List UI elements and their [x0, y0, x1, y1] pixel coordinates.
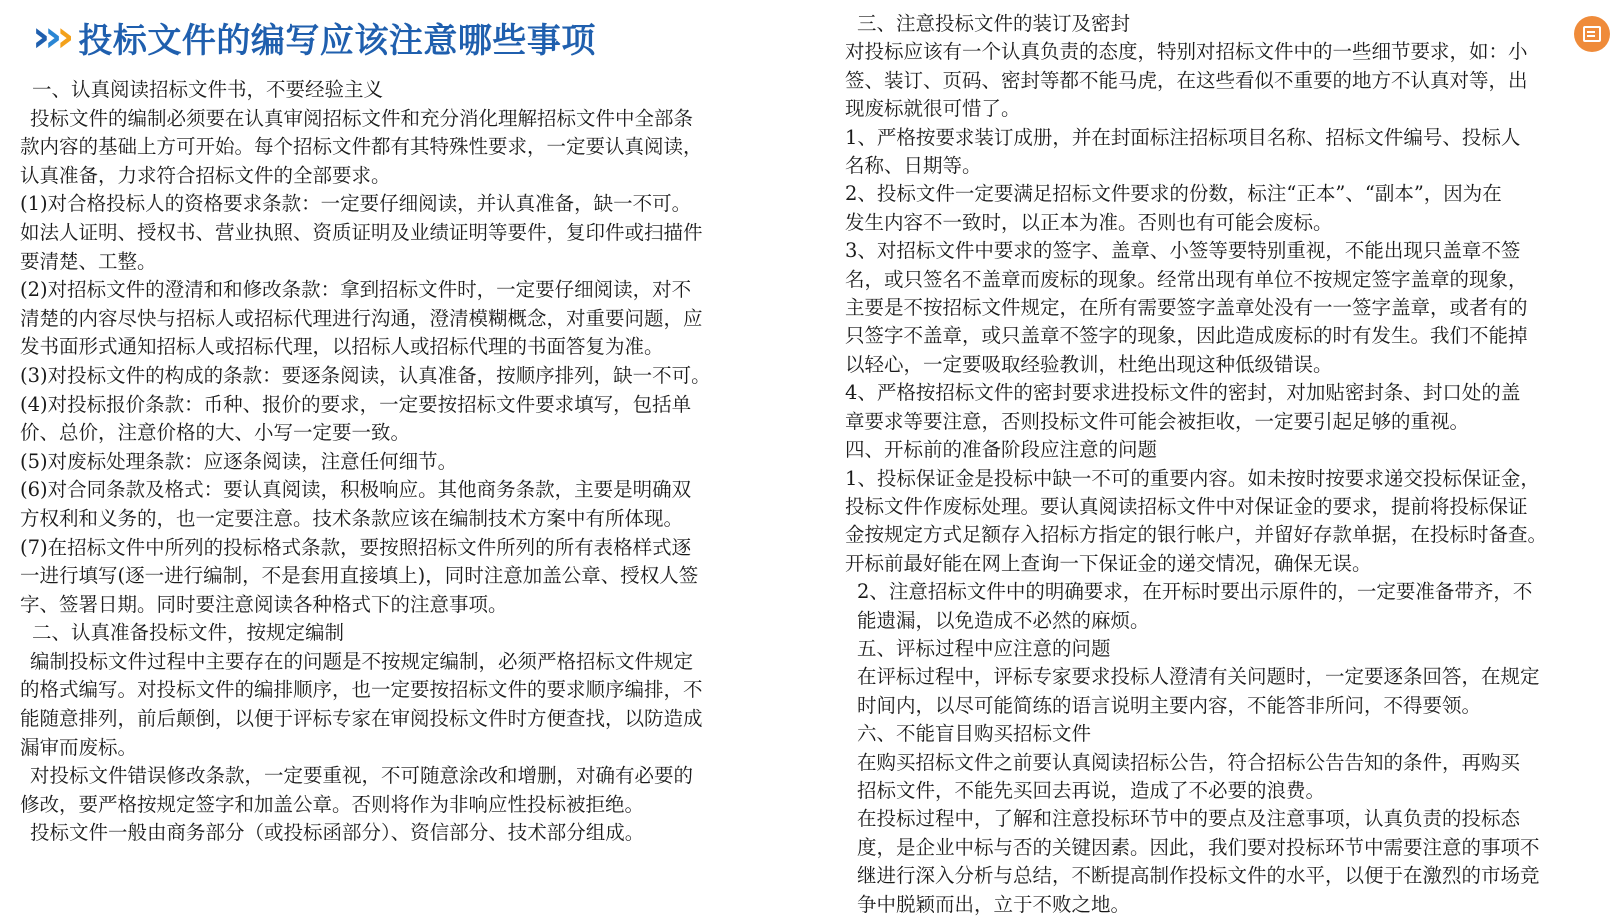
text-line: 的格式编写。对投标文件的编排顺序，也一定要按招标文件的要求顺序编排，不 [20, 678, 703, 702]
text-line: (2)对招标文件的澄清和和修改条款：拿到招标文件时，一定要仔细阅读，对不 [20, 278, 692, 302]
text-line: (3)对投标文件的构成的条款：要逐条阅读，认真准备，按顺序排列，缺一不可。 [20, 363, 711, 387]
text-line: 金按规定方式足额存入招标方指定的银行帐户，并留好存款单据，在投标时备查。 [845, 523, 1548, 547]
text-line: 对投标应该有一个认真负责的态度，特别对招标文件中的一些细节要求，如：小 [845, 40, 1528, 64]
page-title: 投标文件的编写应该注意哪些事项 [78, 20, 596, 61]
text-line: 招标文件，不能先买回去再说，造成了不必要的浪费。 [857, 778, 1326, 802]
text-line: 1、严格按要求装订成册，并在封面标注招标项目名称、招标文件编号、投标人 [845, 125, 1521, 149]
text-line: 六、不能盲目购买招标文件 [857, 722, 1092, 746]
text-line: 3、对招标文件中要求的签字、盖章、小签等要特别重视，不能出现只盖章不签 [845, 239, 1521, 263]
text-line: 款内容的基础上方可开始。每个招标文件都有其特殊性要求，一定要认真阅读， [20, 135, 703, 159]
text-line: 主要是不按招标文件规定，在所有需要签字盖章处没有一一签字盖章，或者有的 [845, 296, 1528, 320]
text-line: 在购买招标文件之前要认真阅读招标公告，符合招标公告告知的条件，再购买 [857, 750, 1521, 774]
right-column [845, 10, 1603, 919]
text-line: 投标文件的编制必须要在认真审阅招标文件和充分消化理解招标文件中全部条 [30, 106, 694, 130]
text-line: (1)对合格投标人的资格要求条款：一定要仔细阅读，并认真准备，缺一不可。 [20, 192, 692, 216]
text-line: 能随意排列，前后颠倒，以便于评标专家在审阅投标文件时方便查找，以防造成 [20, 707, 703, 731]
text-line: 4、严格按招标文件的密封要求进投标文件的密封，对加贴密封条、封口处的盖 [845, 381, 1521, 405]
text-line: 四、开标前的准备阶段应注意的问题 [845, 438, 1158, 462]
text-line: 一、认真阅读招标文件书，不要经验主义 [32, 78, 384, 101]
text-line: (5)对废标处理条款：应逐条阅读，注意任何细节。 [20, 449, 458, 473]
text-line: 五、评标过程中应注意的问题 [857, 636, 1111, 660]
text-line: 在投标过程中，了解和注意投标环节中的要点及注意事项，认真负责的投标态 [857, 807, 1521, 831]
text-line: 名，或只签名不盖章而废标的现象。经常出现有单位不按规定签字盖章的现象， [845, 267, 1528, 291]
text-line: 2、投标文件一定要满足招标文件要求的份数，标注“正本”、“副本”，因为在 [845, 182, 1502, 206]
text-line: 修改，要严格按规定签字和加盖公章。否则将作为非响应性投标被拒绝。 [20, 792, 645, 816]
text-line: 对投标文件错误修改条款，一定要重视，不可随意涂改和增删，对确有必要的 [30, 764, 694, 788]
text-line: 继进行深入分析与总结，不断提高制作投标文件的水平，以便于在激烈的市场竞 [857, 864, 1540, 888]
text-line: 时间内，以尽可能简练的语言说明主要内容，不能答非所问，不得要领。 [857, 693, 1482, 717]
text-line: 投标文件作废标处理。要认真阅读招标文件中对保证金的要求，提前将投标保证 [845, 494, 1528, 518]
text-line: 方权利和义务的，也一定要注意。技术条款应该在编制技术方案中有所体现。 [20, 506, 684, 530]
text-line: 发书面形式通知招标人或招标代理，以招标人或招标代理的书面答复为准。 [20, 335, 664, 359]
left-column [20, 6, 790, 848]
text-line: (4)对投标报价条款：币种、报价的要求，一定要按招标文件要求填写，包括单 [20, 392, 692, 416]
triple-chevron-icon: › › › [32, 11, 61, 62]
text-line: 如法人证明、授权书、营业执照、资质证明及业绩证明等要件，复印件或扫描件 [20, 220, 703, 244]
text-line: 以轻心，一定要吸取经验教训，杜绝出现这种低级错误。 [845, 352, 1333, 376]
right-body [845, 10, 1603, 919]
text-line: 章要求等要注意，否则投标文件可能会被拒收，一定要引起足够的重视。 [845, 409, 1470, 433]
comment-icon[interactable] [1574, 16, 1610, 52]
text-line: 1、投标保证金是投标中缺一不可的重要内容。如未按时按要求递交投标保证金， [845, 466, 1540, 490]
text-line: 度，是企业中标与否的关键因素。因此，我们要对投标环节中需要注意的事项不 [857, 835, 1540, 859]
text-line: 在评标过程中，评标专家要求投标人澄清有关问题时，一定要逐条回答，在规定 [857, 665, 1540, 689]
text-line: 发生内容不一致时，以正本为准。否则也有可能会废标。 [845, 210, 1333, 234]
text-line: 2、注意招标文件中的明确要求，在开标时要出示原件的，一定要准备带齐，不 [857, 580, 1533, 604]
title-row [32, 6, 790, 68]
text-line: 名称、日期等。 [845, 154, 982, 178]
text-line: 清楚的内容尽快与招标人或招标代理进行沟通，澄清模糊概念，对重要问题，应 [20, 306, 703, 330]
left-body [20, 76, 790, 848]
text-line: 开标前最好能在网上查询一下保证金的递交情况，确保无误。 [845, 551, 1372, 575]
text-line: 认真准备，力求符合招标文件的全部要求。 [20, 163, 391, 187]
text-line: 编制投标文件过程中主要存在的问题是不按规定编制，必须严格招标文件规定 [30, 649, 694, 673]
text-line: 能遗漏，以免造成不必然的麻烦。 [857, 608, 1150, 632]
text-line: 争中脱颖而出，立于不败之地。 [857, 892, 1131, 916]
text-line: 漏审而废标。 [20, 735, 138, 759]
text-line: 要清楚、工整。 [20, 249, 157, 273]
text-line: 三、注意投标文件的装订及密封 [857, 12, 1131, 35]
text-line: 价、总价，注意价格的大、小写一定要一致。 [20, 421, 411, 445]
text-line: 字、签署日期。同时要注意阅读各种格式下的注意事项。 [20, 592, 508, 616]
text-line: 签、装订、页码、密封等都不能马虎，在这些看似不重要的地方不认真对等，出 [845, 68, 1528, 92]
text-line: 现废标就很可惜了。 [845, 97, 1021, 121]
text-line: (7)在招标文件中所列的投标格式条款，要按照招标文件所列的所有表格样式逐 [20, 535, 692, 559]
text-line: 二、认真准备投标文件，按规定编制 [32, 621, 345, 645]
text-line: 投标文件一般由商务部分（或投标函部分）、资信部分、技术部分组成。 [30, 821, 645, 845]
text-line: 只签字不盖章，或只盖章不签字的现象，因此造成废标的时有发生。我们不能掉 [845, 324, 1528, 348]
text-line: 一进行填写(逐一进行编制，不是套用直接填上)，同时注意加盖公章、授权人签 [20, 564, 699, 588]
text-line: (6)对合同条款及格式：要认真阅读，积极响应。其他商务条款，主要是明确双 [20, 478, 692, 502]
